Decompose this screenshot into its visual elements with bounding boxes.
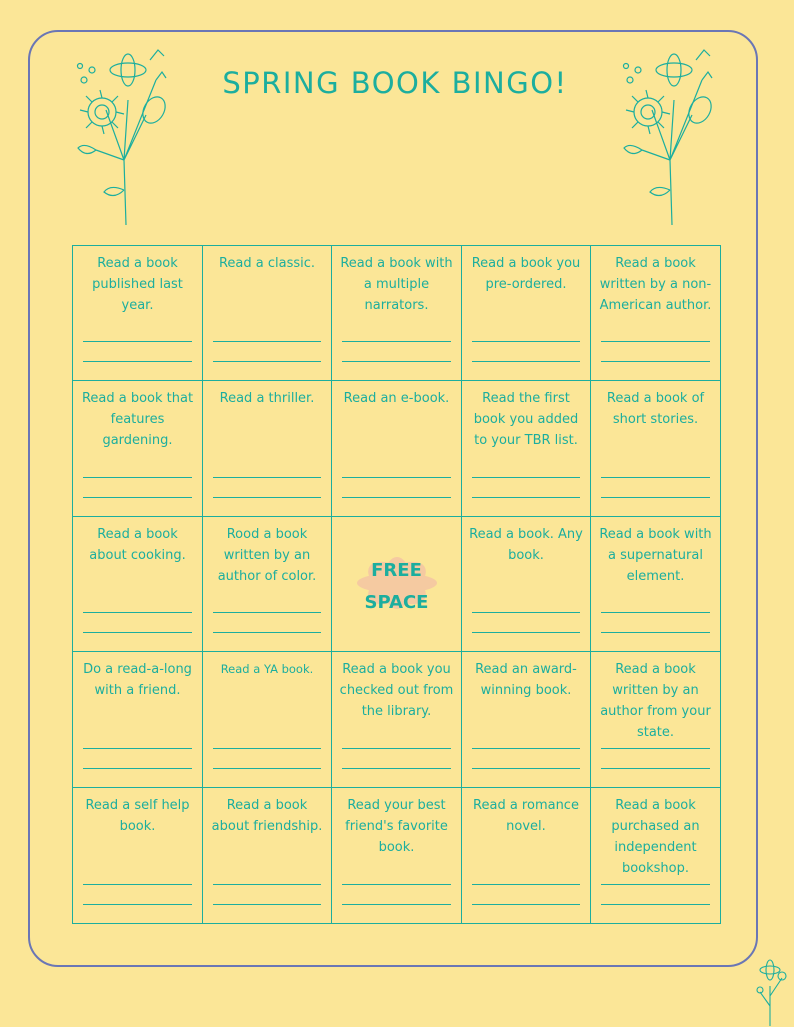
bingo-cell[interactable]	[203, 381, 332, 517]
bingo-cell-text: Read a YA book.	[220, 662, 314, 676]
free-space-line1: FREE	[371, 560, 422, 581]
bingo-cell-text: Do a read-a-long with a friend.	[83, 662, 192, 698]
write-line	[601, 748, 710, 749]
page-title: SPRING BOOK BINGO!	[222, 66, 568, 100]
bingo-cell-text: Read a book published last year.	[92, 256, 183, 313]
bingo-cell[interactable]	[462, 517, 591, 652]
bingo-cell-text: Read a book with a supernatural element.	[599, 527, 712, 584]
bingo-cell-text: Rood a book written by an author of color.	[217, 527, 317, 584]
bingo-cell[interactable]	[332, 652, 462, 788]
bingo-cell-text: Read a book about friendship.	[211, 798, 323, 834]
bingo-cell[interactable]	[462, 381, 591, 517]
write-line	[472, 884, 580, 885]
bingo-cell-text: Read a book that features gardening.	[81, 391, 194, 448]
bingo-cell[interactable]	[591, 246, 721, 381]
write-line	[472, 477, 580, 478]
write-line	[83, 884, 192, 885]
flower-bouquet-icon	[612, 40, 722, 230]
write-line	[342, 768, 451, 769]
write-line	[601, 361, 710, 362]
write-line	[83, 768, 192, 769]
write-line	[213, 884, 321, 885]
write-line	[213, 768, 321, 769]
write-line	[472, 904, 580, 905]
bingo-cell-text: Read a book of short stories.	[606, 391, 705, 427]
bingo-cell-text: Read an award-winning book.	[475, 662, 577, 698]
write-line	[601, 768, 710, 769]
bingo-cell-text: Read a book you pre-ordered.	[471, 256, 581, 292]
bingo-cell[interactable]	[73, 517, 203, 652]
bingo-cell-text: Read a book purchased an independent bookshop.	[611, 798, 700, 876]
bingo-cell[interactable]	[73, 381, 203, 517]
write-line	[472, 612, 580, 613]
write-line	[83, 632, 192, 633]
bingo-cell-text: Read a book with a multiple narrators.	[340, 256, 453, 313]
bingo-cell-text: Read a book you checked out from the library.	[339, 662, 454, 719]
write-line	[342, 748, 451, 749]
small-flower-icon	[752, 956, 792, 1026]
write-line	[472, 748, 580, 749]
write-line	[213, 477, 321, 478]
bingo-cell-text: Read a romance novel.	[473, 798, 579, 834]
bingo-cell-text: Read a classic.	[218, 256, 316, 271]
bingo-cell-text: Read an e-book.	[343, 391, 450, 406]
write-line	[472, 497, 580, 498]
bingo-cell[interactable]	[332, 246, 462, 381]
write-line	[601, 341, 710, 342]
bingo-cell[interactable]	[73, 652, 203, 788]
write-line	[472, 341, 580, 342]
bingo-cell[interactable]	[203, 246, 332, 381]
bingo-cell[interactable]	[332, 788, 462, 924]
write-line	[83, 477, 192, 478]
bingo-cell-text: Read a thriller.	[219, 391, 315, 406]
write-line	[601, 904, 710, 905]
bingo-cell[interactable]	[462, 652, 591, 788]
bingo-cell[interactable]	[73, 788, 203, 924]
write-line	[472, 632, 580, 633]
bingo-cell-text: Read your best friend's favorite book.	[345, 798, 448, 855]
write-line	[342, 477, 451, 478]
write-line	[83, 748, 192, 749]
write-line	[342, 341, 451, 342]
write-line	[83, 612, 192, 613]
write-line	[601, 477, 710, 478]
bingo-cell[interactable]	[203, 788, 332, 924]
bingo-cell-text: Read a book. Any book.	[469, 527, 583, 563]
bingo-cell[interactable]	[332, 381, 462, 517]
bingo-cell[interactable]	[591, 788, 721, 924]
write-line	[213, 361, 321, 362]
write-line	[601, 632, 710, 633]
bingo-cell-text: Read a book written by an author from your state.	[600, 662, 711, 740]
write-line	[213, 748, 321, 749]
write-line	[83, 497, 192, 498]
bingo-cell-text: Read a self help book.	[85, 798, 190, 834]
write-line	[83, 361, 192, 362]
write-line	[83, 341, 192, 342]
write-line	[601, 497, 710, 498]
write-line	[342, 884, 451, 885]
bingo-cell[interactable]	[203, 517, 332, 652]
write-line	[83, 904, 192, 905]
bingo-cell[interactable]	[591, 517, 721, 652]
write-line	[213, 904, 321, 905]
flower-bouquet-icon	[66, 40, 176, 230]
bingo-cell[interactable]	[462, 788, 591, 924]
write-line	[601, 612, 710, 613]
bingo-cell-text: Read the first book you added to your TBR list.	[473, 391, 579, 448]
write-line	[213, 632, 321, 633]
write-line	[601, 884, 710, 885]
bingo-cell[interactable]	[591, 381, 721, 517]
bingo-grid	[72, 245, 721, 924]
write-line	[472, 361, 580, 362]
free-space-cell[interactable]	[332, 517, 462, 652]
free-space-label	[332, 555, 461, 619]
bingo-cell[interactable]	[73, 246, 203, 381]
bingo-cell-text: Read a book written by a non-American author.	[599, 256, 712, 313]
free-space-line2: SPACE	[364, 592, 429, 613]
write-line	[213, 341, 321, 342]
write-line	[213, 612, 321, 613]
write-line	[472, 768, 580, 769]
write-line	[213, 497, 321, 498]
bingo-cell[interactable]	[462, 246, 591, 381]
bingo-cell-text: Read a book about cooking.	[89, 527, 186, 563]
write-line	[342, 904, 451, 905]
bingo-cell[interactable]	[591, 652, 721, 788]
write-line	[342, 361, 451, 362]
bingo-cell[interactable]	[203, 652, 332, 788]
write-line	[342, 497, 451, 498]
